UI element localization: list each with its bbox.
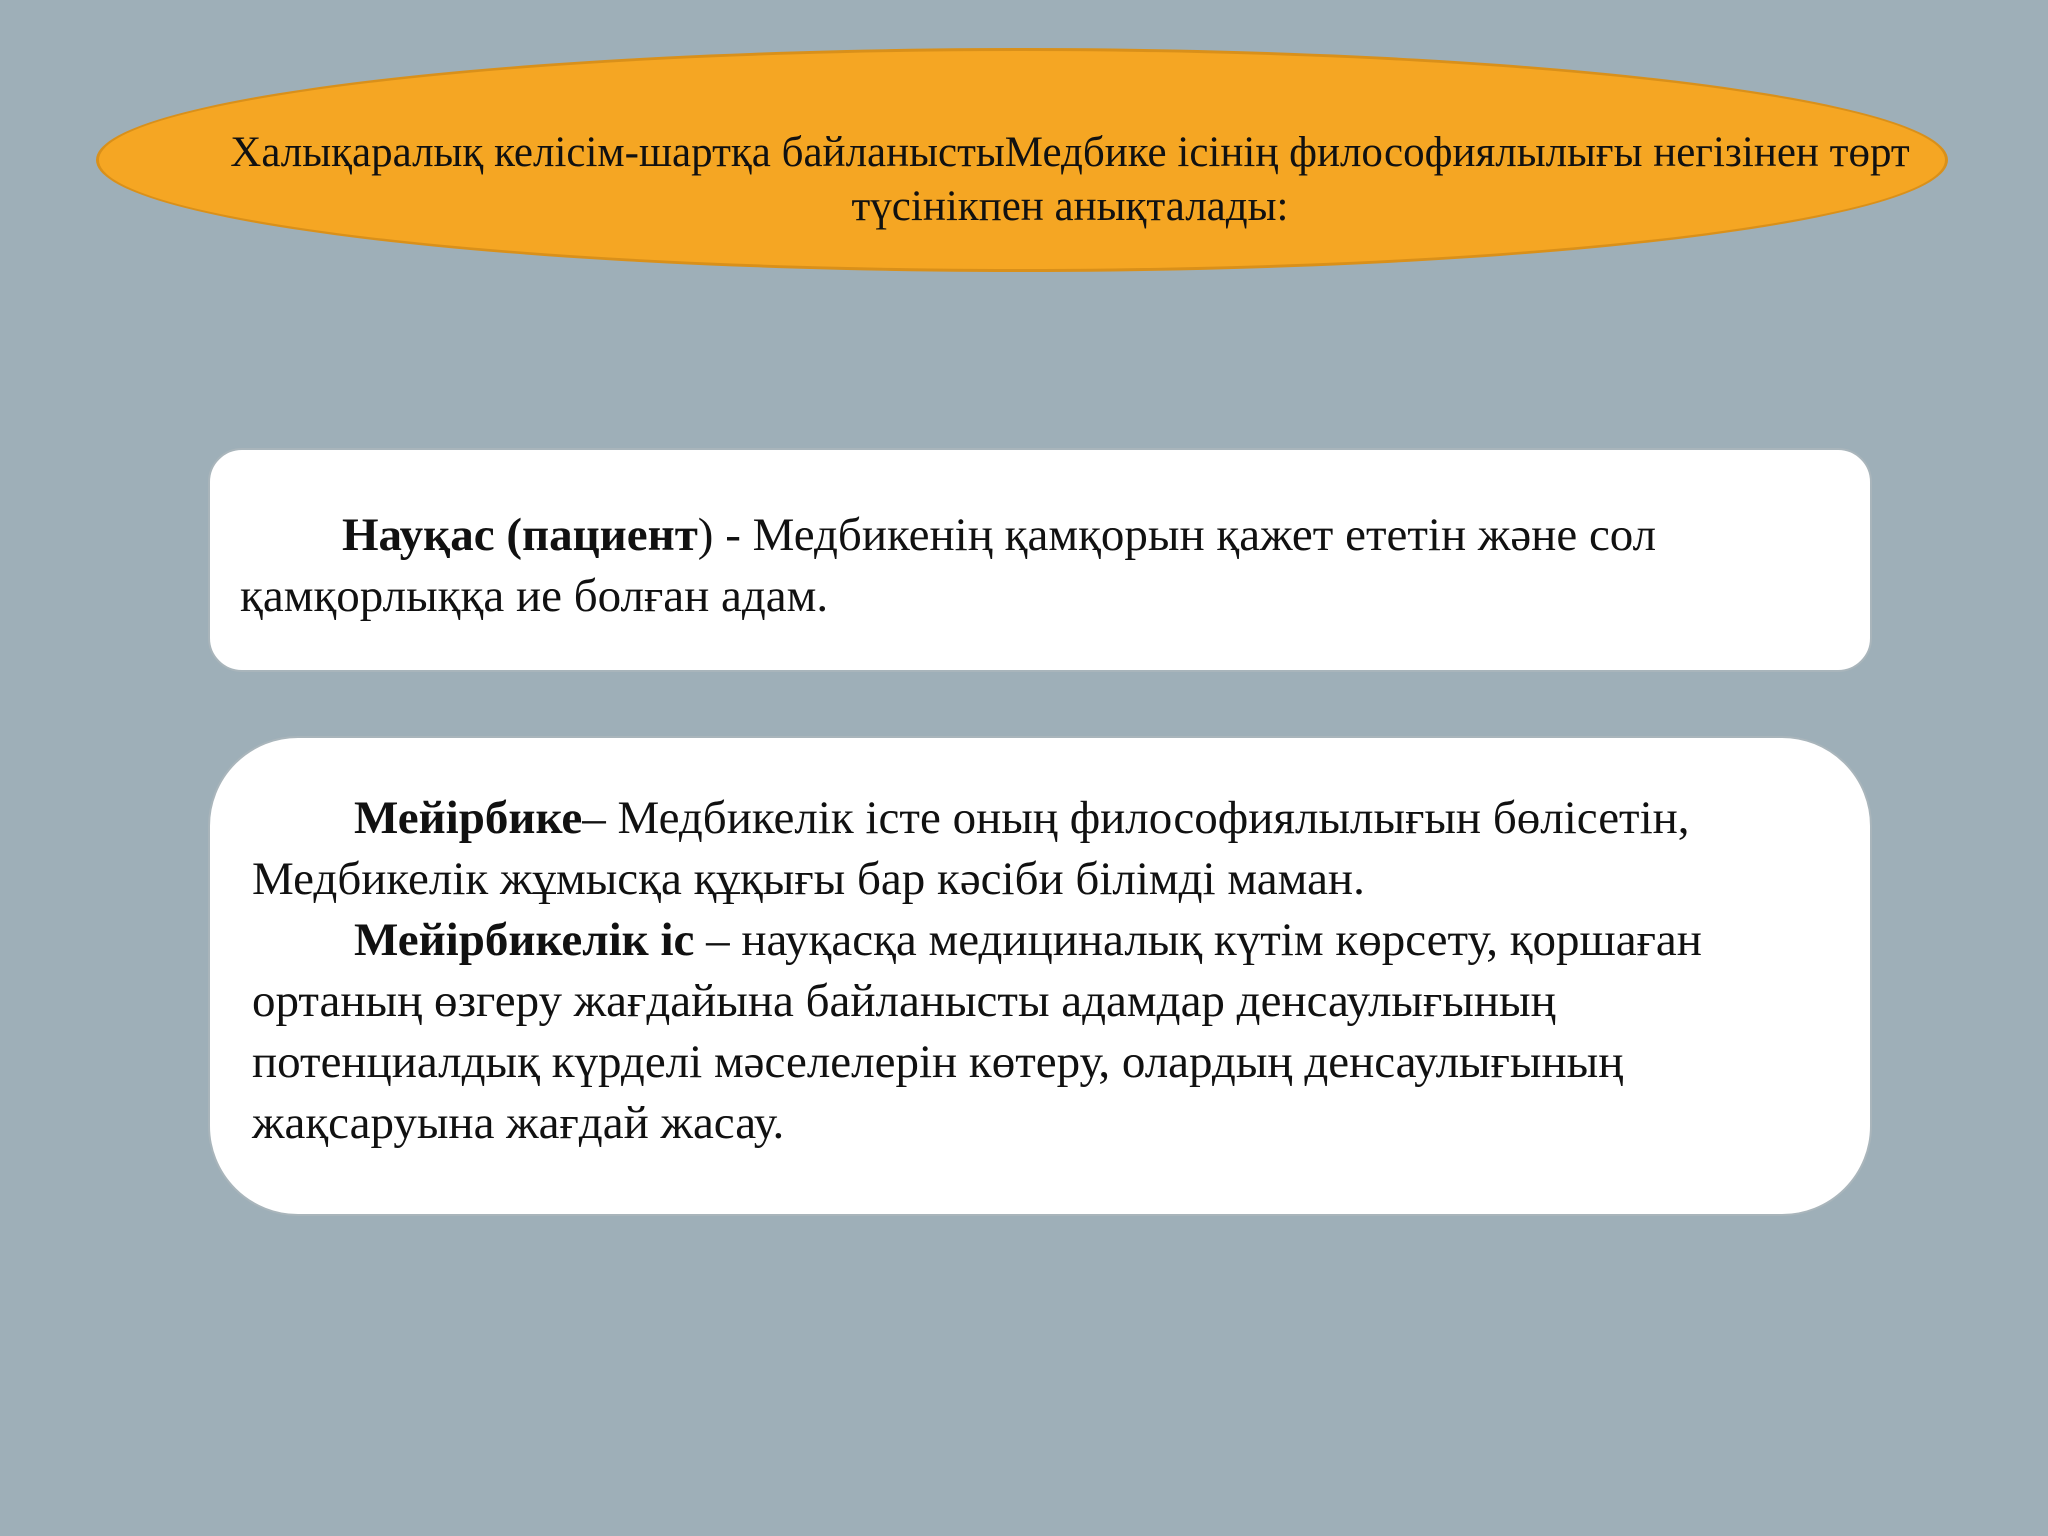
slide-title: [200, 126, 1940, 234]
nurse-definition-card: [208, 736, 1872, 1216]
patient-line-1-rest: ) - Медбикенің қамқорын қажет ететін және сол: [697, 509, 1657, 561]
title-line-2: түсінікпен анықталады:: [851, 183, 1289, 230]
nursing-term: Мейірбикелік іс: [354, 914, 695, 966]
nurse-definition-text: [252, 788, 1702, 1154]
nursing-line-4: жақсаруына жағдай жасау.: [252, 1097, 785, 1149]
patient-definition-card: [208, 448, 1872, 672]
patient-term: Науқас (пациент: [342, 509, 698, 561]
nurse-line-1-rest: – Медбикелік істе оның философиялылығын бөлісетін,: [582, 792, 1690, 844]
patient-definition-text: [240, 505, 1656, 627]
nursing-line-1-rest: – науқасқа медициналық күтім көрсету, қоршаған: [694, 914, 1702, 966]
nurse-term: Мейірбике: [354, 792, 583, 844]
patient-line-1: [240, 505, 1656, 566]
nurse-line-1: [252, 788, 1702, 849]
nurse-line-2: Медбикелік жұмысқа құқығы бар кәсіби білімді маман.: [252, 853, 1365, 905]
nursing-line-3: потенциалдық күрделі мәселелерін көтеру, олардың денсаулығының: [252, 1036, 1624, 1088]
title-line-1: Халықаралық келісім-шартқа байланыстыМедбике ісінің философиялылығы негізінен төрт: [230, 129, 1910, 176]
nursing-line-2: ортаның өзгеру жағдайына байланысты адамдар денсаулығының: [252, 975, 1556, 1027]
nursing-line-1: [252, 910, 1702, 971]
patient-line-2: қамқорлыққа ие болған адам.: [240, 570, 829, 622]
